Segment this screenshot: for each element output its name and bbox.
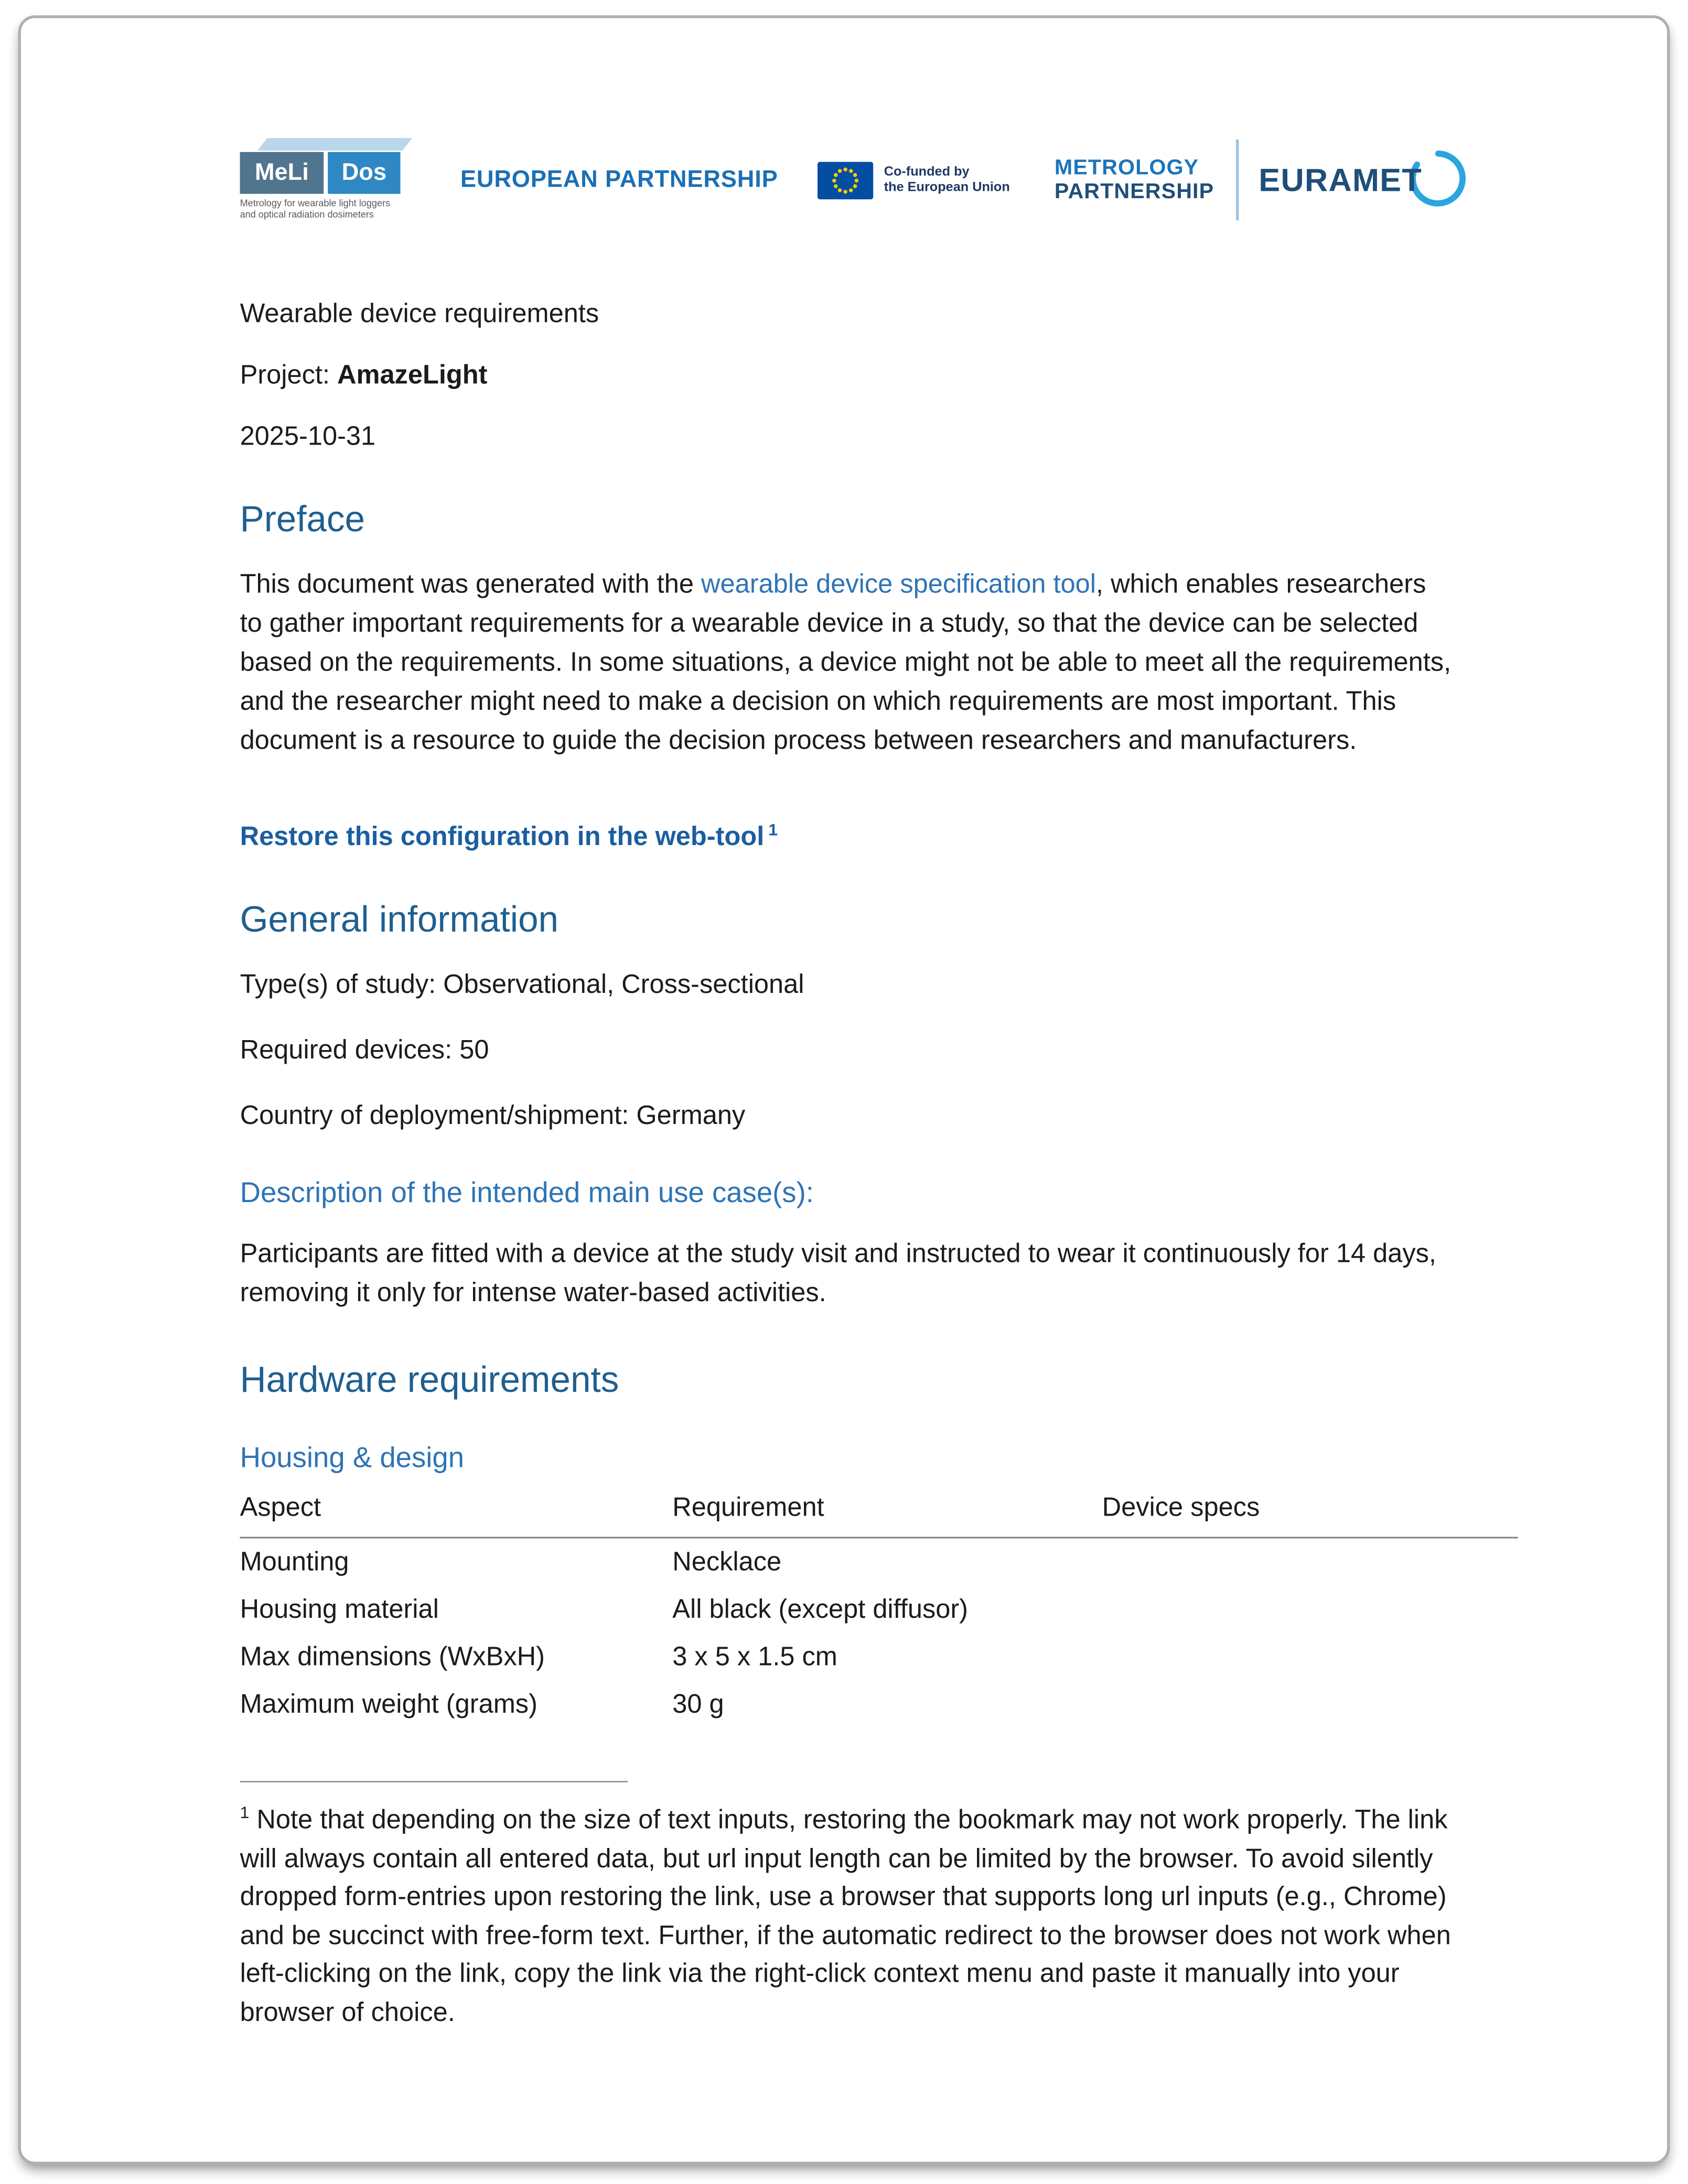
hardware-requirements-heading: Hardware requirements	[240, 1358, 619, 1400]
footnote-text: Note that depending on the size of text inputs, restoring the bookmark may not work properly. The link will always contain all entered data, but url input length can be limited by the browser. To avoid silently dropped form-entries upon restoring the link, use a browser that supports long url inputs (e.g., Chrome) and be succinct with free-form text. Further, if the automatic redirect to the browser does not work when left-clicking on the link, copy the link via the right-click context menu and paste it manually into your browser of choice.	[240, 1806, 1451, 2027]
column-header-aspect: Aspect	[240, 1494, 673, 1538]
metrology-label: METROLOGY	[1054, 156, 1199, 180]
deployment-country-line: Country of deployment/shipment: Germany	[240, 1101, 746, 1131]
cell-requirement: 30 g	[672, 1690, 724, 1720]
eu-flag-icon	[817, 161, 873, 199]
melidos-logo	[240, 137, 424, 222]
metrology-partnership-logo	[1055, 156, 1214, 204]
header-divider	[1237, 139, 1239, 220]
cell-device-specs	[1102, 1633, 1518, 1680]
melidos-logo-caption	[240, 199, 424, 222]
cell-device-specs	[1102, 1681, 1518, 1728]
housing-design-heading: Housing & design	[240, 1442, 465, 1474]
usecase-paragraph: Participants are fitted with a device at the study visit and instructed to wear it continuously for 14 days, removing it only for intense water-based activities.	[240, 1240, 1436, 1309]
column-header-device-specs: Device specs	[1102, 1494, 1518, 1538]
melidos-logo-dos: Dos	[328, 152, 400, 193]
euramet-logo	[1259, 161, 1458, 199]
eu-cofunded-line1: Co-funded by	[884, 164, 970, 180]
page-content	[21, 18, 1667, 2032]
restore-link-footnote-marker: 1	[768, 819, 778, 839]
table-row	[240, 1538, 1518, 1586]
usecase-heading: Description of the intended main use case(s):	[240, 1177, 814, 1209]
table-row	[240, 1586, 1518, 1633]
project-name: AmazeLight	[337, 361, 488, 391]
cell-device-specs	[1102, 1586, 1518, 1633]
melidos-logo-meli: MeLi	[240, 152, 324, 193]
document-date: 2025-10-31	[240, 423, 376, 452]
restore-configuration-link[interactable]	[240, 819, 778, 854]
preface-paragraph	[240, 566, 1455, 761]
preface-text-after-link: , which enables researchers to gather important requirements for a wearable device in a study, so that the device can be selected based on the requirements. In some situations, a device might not be able to meet all the requirements, and the researcher might need to make a decision on which requirements are most important. This document is a resource to guide the decision process between researchers and manufacturers.	[240, 570, 1452, 756]
cell-aspect: Max dimensions (WxBxH)	[240, 1642, 545, 1672]
euramet-label: EURAMET	[1259, 161, 1423, 198]
eu-cofunded-line2: the European Union	[884, 180, 1010, 196]
footnote-paragraph	[240, 1802, 1455, 2032]
eu-cofunded-block	[817, 161, 1010, 199]
cell-requirement: All black (except diffusor)	[672, 1595, 968, 1625]
logo-header	[240, 124, 1455, 236]
melidos-logo-top-face	[257, 137, 412, 150]
restore-link-label: Restore this configuration in the web-tool	[240, 823, 765, 852]
melidos-caption-line2: and optical radiation dosimeters	[240, 210, 374, 221]
table-row	[240, 1681, 1518, 1728]
spec-tool-link[interactable]: wearable device specification tool	[701, 570, 1096, 600]
melidos-caption-line1: Metrology for wearable light loggers	[240, 199, 391, 209]
table-row	[240, 1633, 1518, 1680]
housing-design-table	[240, 1494, 1518, 1728]
cell-requirement: 3 x 5 x 1.5 cm	[672, 1642, 837, 1672]
cell-requirement: Necklace	[672, 1548, 782, 1577]
study-type-line: Type(s) of study: Observational, Cross-sectional	[240, 970, 804, 1000]
cell-aspect: Maximum weight (grams)	[240, 1690, 537, 1720]
preface-text-before-link: This document was generated with the	[240, 570, 702, 600]
column-header-requirement: Requirement	[672, 1494, 1102, 1538]
preface-heading: Preface	[240, 498, 365, 540]
table-header-row	[240, 1494, 1518, 1538]
cell-aspect: Mounting	[240, 1548, 349, 1577]
document-page	[18, 15, 1670, 2165]
eu-cofunded-text	[884, 164, 1010, 196]
project-line	[240, 361, 1455, 392]
footnote-marker: 1	[240, 1802, 250, 1823]
partnership-label: PARTNERSHIP	[1054, 180, 1214, 204]
footnote-separator	[240, 1781, 628, 1782]
required-devices-line: Required devices: 50	[240, 1036, 489, 1066]
general-information-heading: General information	[240, 898, 559, 940]
cell-aspect: Housing material	[240, 1595, 439, 1625]
european-partnership-label: EUROPEAN PARTNERSHIP	[460, 166, 778, 193]
document-title: Wearable device requirements	[240, 299, 599, 329]
cell-device-specs	[1102, 1538, 1518, 1586]
project-label: Project:	[240, 361, 338, 391]
melidos-logo-boxes	[240, 152, 424, 193]
